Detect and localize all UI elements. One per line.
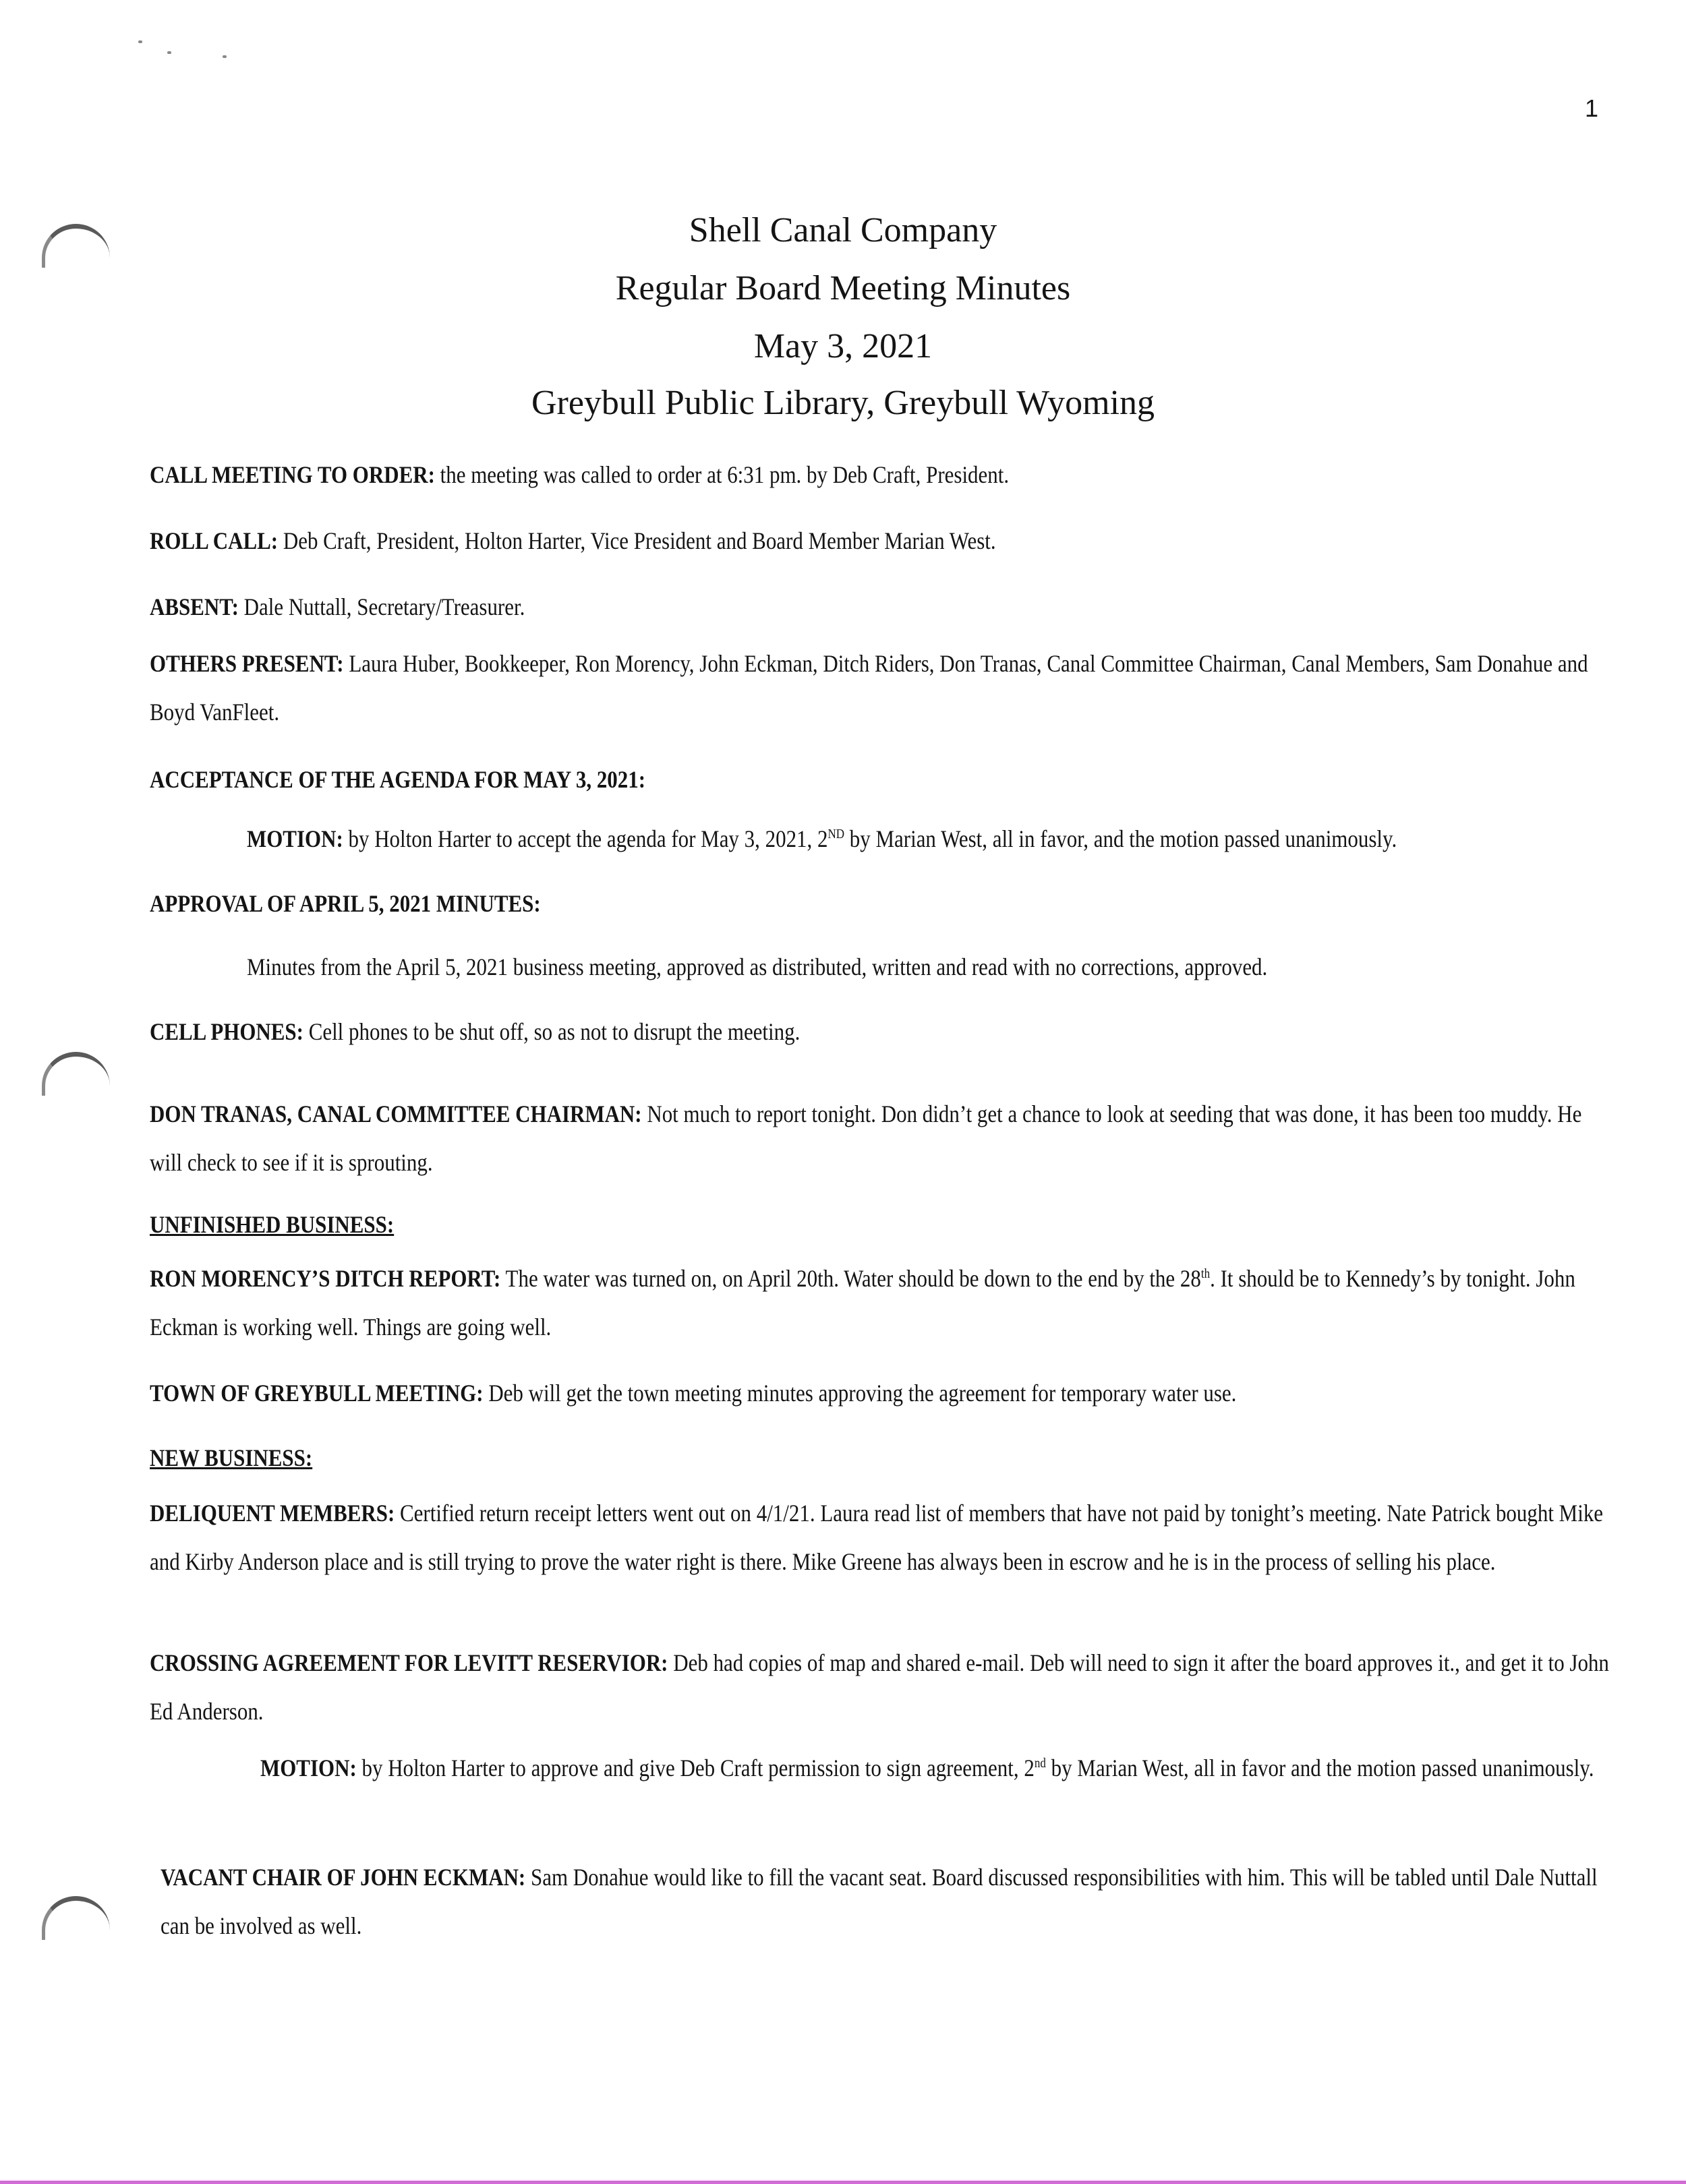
- cell-phones-section: [150, 1007, 1611, 1056]
- delinquent-members-section: [150, 1489, 1611, 1586]
- page-number: 1: [1584, 94, 1598, 122]
- section-label: RON MORENCY’S DITCH REPORT:: [150, 1265, 501, 1292]
- section-label: CROSSING AGREEMENT FOR LEVITT RESERVIOR:: [150, 1649, 668, 1676]
- agenda-motion: [247, 815, 1686, 863]
- ordinal-suffix: nd: [1034, 1756, 1046, 1771]
- section-text: Laura Huber, Bookkeeper, Ron Morency, John Eckman, Ditch Riders, Don Tranas, Canal Committee Chairman, Canal Members, Sam Donahue and Boyd VanFleet.: [150, 650, 1588, 726]
- absent-section: [150, 583, 1611, 631]
- motion-label: MOTION:: [247, 825, 343, 852]
- doc-title-company: Shell Canal Company: [689, 211, 997, 249]
- section-heading: NEW BUSINESS:: [150, 1444, 313, 1471]
- section-label: ABSENT:: [150, 593, 239, 620]
- section-label: ROLL CALL:: [150, 527, 279, 554]
- section-text: Dale Nuttall, Secretary/Treasurer.: [238, 593, 525, 620]
- section-text: Deb will get the town meeting minutes approving the agreement for temporary water use.: [483, 1380, 1237, 1407]
- section-heading: UNFINISHED BUSINESS:: [150, 1211, 395, 1238]
- scan-speck: [167, 51, 171, 54]
- roll-call-section: [150, 517, 1611, 565]
- binder-hole-mark: [42, 1896, 110, 1940]
- section-label: DELIQUENT MEMBERS:: [150, 1500, 395, 1527]
- section-label: CELL PHONES:: [150, 1018, 303, 1045]
- scan-speck: [223, 55, 227, 58]
- new-business-heading: [150, 1434, 1611, 1482]
- section-text: The water was turned on, on April 20th. Water should be down to the end by the 28: [500, 1265, 1201, 1292]
- motion-text: by Holton Harter to approve and give Deb Craft permission to sign agreement, 2: [356, 1754, 1035, 1781]
- committee-chairman-section: [150, 1090, 1611, 1187]
- motion-text: by Holton Harter to accept the agenda for May 3, 2021, 2: [343, 825, 828, 852]
- section-label: ACCEPTANCE OF THE AGENDA FOR MAY 3, 2021:: [150, 766, 646, 793]
- section-text: the meeting was called to order at 6:31 pm. by Deb Craft, President.: [434, 461, 1010, 488]
- section-label: VACANT CHAIR OF JOHN ECKMAN:: [161, 1864, 526, 1891]
- approval-text: Minutes from the April 5, 2021 business meeting, approved as distributed, written and read with no corrections, approved.: [247, 953, 1268, 980]
- section-label: APPROVAL OF APRIL 5, 2021 MINUTES:: [150, 890, 541, 917]
- agenda-heading: [150, 755, 1611, 804]
- others-present-section: [150, 639, 1611, 736]
- unfinished-business-heading: [150, 1200, 1611, 1249]
- motion-text: by Marian West, all in favor and the motion passed unanimously.: [1045, 1754, 1594, 1781]
- section-text: . It should be to Kennedy’s by tonight. John Eckman is working well. Things are going well.: [150, 1265, 1575, 1340]
- doc-title-location: Greybull Public Library, Greybull Wyoming: [531, 384, 1155, 422]
- motion-text: by Marian West, all in favor, and the motion passed unanimously.: [844, 825, 1397, 852]
- approval-heading: [150, 879, 1611, 928]
- town-meeting-section: [150, 1369, 1611, 1417]
- ordinal-suffix: th: [1200, 1266, 1211, 1281]
- ditch-report-section: [150, 1254, 1611, 1351]
- section-text: Deb had copies of map and shared e-mail. Deb will need to sign it after the board approves it., and get it to John Ed Anderson.: [150, 1649, 1609, 1725]
- section-text: Deb Craft, President, Holton Harter, Vice President and Board Member Marian West.: [278, 527, 996, 554]
- ordinal-suffix: ND: [827, 827, 845, 842]
- crossing-motion: [260, 1744, 1686, 1792]
- section-label: OTHERS PRESENT:: [150, 650, 344, 677]
- section-text: Not much to report tonight. Don didn’t get a chance to look at seeding that was done, it has been too muddy. He will check to see if it is sprouting.: [150, 1100, 1582, 1176]
- doc-title-meeting: Regular Board Meeting Minutes: [615, 269, 1071, 307]
- scan-edge-line: [0, 2181, 1686, 2184]
- section-label: CALL MEETING TO ORDER:: [150, 461, 435, 488]
- scan-speck: [138, 40, 142, 43]
- motion-label: MOTION:: [260, 1754, 357, 1781]
- section-text: Cell phones to be shut off, so as not to disrupt the meeting.: [303, 1018, 801, 1045]
- section-text: Certified return receipt letters went out on 4/1/21. Laura read list of members that have not paid by tonight’s meeting. Nate Patrick bought Mike and Kirby Anderson place and is still trying to prove the water right is there. Mike Greene has always been in escrow and he is in the process of selling his place.: [150, 1500, 1604, 1575]
- call-to-order-section: [150, 450, 1611, 499]
- vacant-chair-section: [161, 1853, 1622, 1950]
- section-label: TOWN OF GREYBULL MEETING:: [150, 1380, 484, 1407]
- doc-title-date: May 3, 2021: [753, 327, 933, 365]
- section-text: Sam Donahue would like to fill the vacant seat. Board discussed responsibilities with him. This will be tabled until Dale Nuttall can be involved as well.: [161, 1864, 1598, 1939]
- crossing-agreement-section: [150, 1639, 1611, 1736]
- section-label: DON TRANAS, CANAL COMMITTEE CHAIRMAN:: [150, 1100, 642, 1127]
- binder-hole-mark: [42, 1052, 110, 1096]
